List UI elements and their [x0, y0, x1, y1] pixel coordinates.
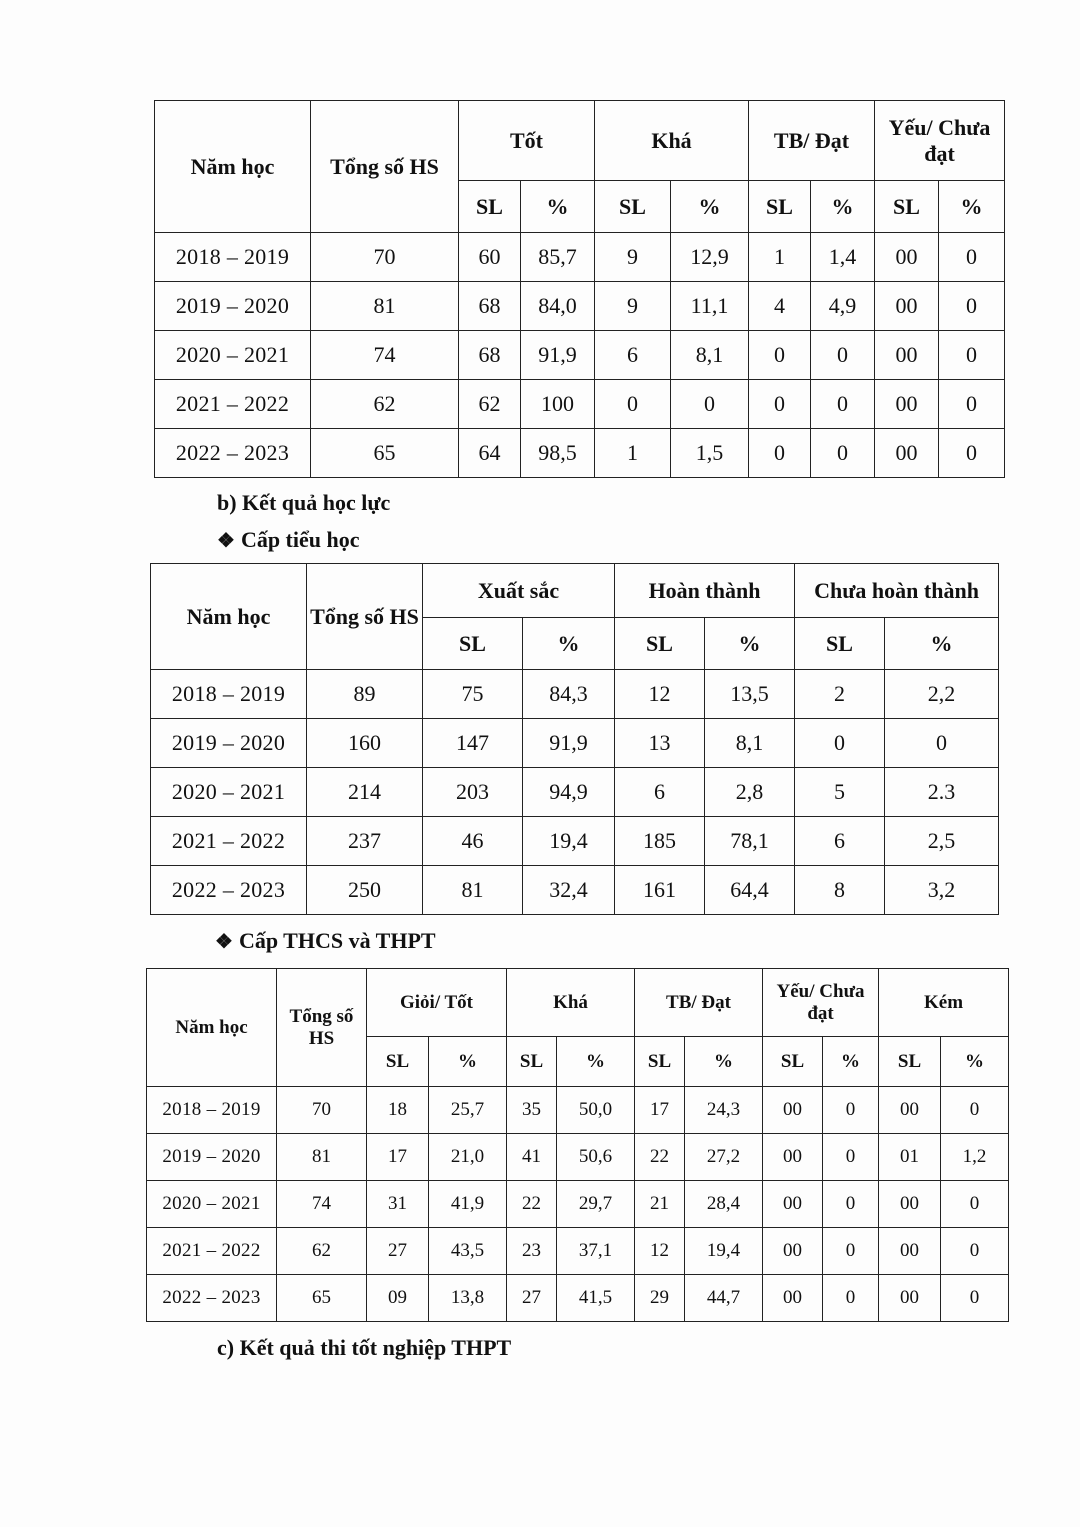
table-cell: 31 — [367, 1181, 429, 1228]
table-cell: 00 — [879, 1181, 941, 1228]
header-group: Khá — [507, 969, 635, 1037]
table-cell: 00 — [879, 1275, 941, 1322]
table-cell: 00 — [875, 380, 939, 429]
cell-year: 2021 – 2022 — [151, 817, 307, 866]
header-total: Tổng số HS — [311, 101, 459, 233]
table-cell: 4,9 — [811, 282, 875, 331]
header-sl: SL — [795, 618, 885, 670]
header-group: Yếu/ Chưa đạt — [763, 969, 879, 1037]
table-cell: 00 — [763, 1181, 823, 1228]
table-cell: 44,7 — [685, 1275, 763, 1322]
header-group: TB/ Đạt — [635, 969, 763, 1037]
table-cell: 00 — [875, 233, 939, 282]
table-cell: 00 — [879, 1087, 941, 1134]
cell-year: 2018 – 2019 — [151, 670, 307, 719]
table-cell: 41,9 — [429, 1181, 507, 1228]
table-cell: 91,9 — [521, 331, 595, 380]
table-cell: 68 — [459, 282, 521, 331]
table-cell: 0 — [885, 719, 999, 768]
table-cell: 27 — [367, 1228, 429, 1275]
table-cell: 0 — [749, 331, 811, 380]
table-cell: 21 — [635, 1181, 685, 1228]
header-year: Năm học — [147, 969, 277, 1087]
table-cell: 1 — [595, 429, 671, 478]
table-cell: 00 — [763, 1228, 823, 1275]
table-cell: 214 — [307, 768, 423, 817]
table-cell: 64 — [459, 429, 521, 478]
table-cell: 2,2 — [885, 670, 999, 719]
header-group: Xuất sắc — [423, 564, 615, 618]
table-row — [155, 233, 1005, 282]
table-cell: 6 — [795, 817, 885, 866]
table-cell: 94,9 — [523, 768, 615, 817]
table-cell: 237 — [307, 817, 423, 866]
table-row — [151, 866, 999, 915]
table-cell: 0 — [749, 429, 811, 478]
table-cell: 8,1 — [671, 331, 749, 380]
table-cell: 85,7 — [521, 233, 595, 282]
table-cell: 0 — [671, 380, 749, 429]
table-cell: 22 — [507, 1181, 557, 1228]
table-cell: 00 — [763, 1087, 823, 1134]
header-sl: SL — [615, 618, 705, 670]
table-cell: 78,1 — [705, 817, 795, 866]
table-cell: 43,5 — [429, 1228, 507, 1275]
table-cell: 0 — [939, 233, 1005, 282]
table-cell: 0 — [939, 282, 1005, 331]
header-group: Giỏi/ Tốt — [367, 969, 507, 1037]
table-cell: 0 — [811, 331, 875, 380]
header-sl: SL — [423, 618, 523, 670]
table-cell: 74 — [277, 1181, 367, 1228]
table-cell: 25,7 — [429, 1087, 507, 1134]
table-cell: 84,3 — [523, 670, 615, 719]
header-pct: % — [941, 1037, 1009, 1087]
header-pct: % — [939, 181, 1005, 233]
cell-year: 2022 – 2023 — [155, 429, 311, 478]
table-row — [151, 768, 999, 817]
table-cell: 50,0 — [557, 1087, 635, 1134]
bullet-icon: ❖ — [215, 931, 233, 953]
table-cell: 62 — [459, 380, 521, 429]
table-row — [147, 1134, 1009, 1181]
heading-secondary-text: Cấp THCS và THPT — [238, 928, 436, 953]
table-cell: 6 — [595, 331, 671, 380]
header-pct: % — [557, 1037, 635, 1087]
table-row — [147, 1087, 1009, 1134]
table-cell: 1,5 — [671, 429, 749, 478]
table-cell: 00 — [875, 282, 939, 331]
table-cell: 21,0 — [429, 1134, 507, 1181]
table-cell: 185 — [615, 817, 705, 866]
cell-year: 2018 – 2019 — [147, 1087, 277, 1134]
header-group: Chưa hoàn thành — [795, 564, 999, 618]
table-cell: 24,3 — [685, 1087, 763, 1134]
header-sl: SL — [875, 181, 939, 233]
table-row — [155, 331, 1005, 380]
table-cell: 41,5 — [557, 1275, 635, 1322]
table-cell: 28,4 — [685, 1181, 763, 1228]
heading-academic-results: b) Kết quả học lực — [217, 490, 391, 515]
heading-secondary-level — [215, 928, 436, 954]
table-cell: 12 — [635, 1228, 685, 1275]
table-cell: 0 — [823, 1134, 879, 1181]
table-cell: 9 — [595, 282, 671, 331]
table-cell: 62 — [277, 1228, 367, 1275]
table-cell: 68 — [459, 331, 521, 380]
table-row — [155, 380, 1005, 429]
header-pct: % — [429, 1037, 507, 1087]
table-cell: 1,4 — [811, 233, 875, 282]
table-cell: 2.3 — [885, 768, 999, 817]
header-group: Yếu/ Chưa đạt — [875, 101, 1005, 181]
header-total: Tổng số HS — [307, 564, 423, 670]
header-pct: % — [705, 618, 795, 670]
table-cell: 46 — [423, 817, 523, 866]
table-cell: 0 — [795, 719, 885, 768]
table-cell: 2,8 — [705, 768, 795, 817]
table-cell: 81 — [277, 1134, 367, 1181]
table-cell: 13,5 — [705, 670, 795, 719]
table-row — [155, 429, 1005, 478]
table-cell: 35 — [507, 1087, 557, 1134]
header-sl: SL — [635, 1037, 685, 1087]
table-cell: 09 — [367, 1275, 429, 1322]
table-cell: 01 — [879, 1134, 941, 1181]
table-cell: 62 — [311, 380, 459, 429]
table-cell: 65 — [277, 1275, 367, 1322]
table-cell: 0 — [941, 1275, 1009, 1322]
table-cell: 0 — [823, 1228, 879, 1275]
table-cell: 17 — [635, 1087, 685, 1134]
cell-year: 2020 – 2021 — [155, 331, 311, 380]
header-year: Năm học — [151, 564, 307, 670]
header-group: TB/ Đạt — [749, 101, 875, 181]
table-cell: 250 — [307, 866, 423, 915]
table-cell: 100 — [521, 380, 595, 429]
table-cell: 5 — [795, 768, 885, 817]
table-cell: 2 — [795, 670, 885, 719]
table-cell: 203 — [423, 768, 523, 817]
table-cell: 84,0 — [521, 282, 595, 331]
cell-year: 2019 – 2020 — [147, 1134, 277, 1181]
table-cell: 0 — [941, 1087, 1009, 1134]
table-cell: 32,4 — [523, 866, 615, 915]
cell-year: 2021 – 2022 — [147, 1228, 277, 1275]
table-cell: 70 — [277, 1087, 367, 1134]
table-cell: 00 — [875, 331, 939, 380]
header-sl: SL — [879, 1037, 941, 1087]
header-sl: SL — [367, 1037, 429, 1087]
table-cell: 23 — [507, 1228, 557, 1275]
header-pct: % — [811, 181, 875, 233]
cell-year: 2022 – 2023 — [151, 866, 307, 915]
cell-year: 2022 – 2023 — [147, 1275, 277, 1322]
header-group: Tốt — [459, 101, 595, 181]
table-cell: 70 — [311, 233, 459, 282]
table-cell: 27,2 — [685, 1134, 763, 1181]
table-cell: 00 — [875, 429, 939, 478]
header-pct: % — [685, 1037, 763, 1087]
table-cell: 27 — [507, 1275, 557, 1322]
table-cell: 0 — [823, 1087, 879, 1134]
header-sl: SL — [763, 1037, 823, 1087]
table-cell: 1,2 — [941, 1134, 1009, 1181]
table-cell: 13,8 — [429, 1275, 507, 1322]
header-group: Hoàn thành — [615, 564, 795, 618]
table-cell: 9 — [595, 233, 671, 282]
table-cell: 0 — [823, 1275, 879, 1322]
table-cell: 37,1 — [557, 1228, 635, 1275]
table-cell: 0 — [941, 1181, 1009, 1228]
table-cell: 60 — [459, 233, 521, 282]
table-row — [151, 719, 999, 768]
table-cell: 0 — [939, 380, 1005, 429]
table-cell: 12,9 — [671, 233, 749, 282]
primary-results-table — [150, 563, 999, 915]
table-cell: 0 — [749, 380, 811, 429]
table-cell: 0 — [939, 429, 1005, 478]
header-total: Tổng số HS — [277, 969, 367, 1087]
table-cell: 13 — [615, 719, 705, 768]
table-row — [147, 1181, 1009, 1228]
header-sl: SL — [507, 1037, 557, 1087]
table-cell: 1 — [749, 233, 811, 282]
heading-primary-text: Cấp tiểu học — [240, 527, 360, 552]
table-cell: 12 — [615, 670, 705, 719]
header-pct: % — [523, 618, 615, 670]
table-cell: 89 — [307, 670, 423, 719]
table-cell: 29,7 — [557, 1181, 635, 1228]
table-cell: 0 — [595, 380, 671, 429]
table-cell: 19,4 — [523, 817, 615, 866]
table-cell: 81 — [423, 866, 523, 915]
header-year: Năm học — [155, 101, 311, 233]
header-pct: % — [823, 1037, 879, 1087]
table-cell: 19,4 — [685, 1228, 763, 1275]
header-pct: % — [521, 181, 595, 233]
table-row — [151, 817, 999, 866]
header-group: Kém — [879, 969, 1009, 1037]
table-cell: 17 — [367, 1134, 429, 1181]
cell-year: 2020 – 2021 — [151, 768, 307, 817]
header-sl: SL — [749, 181, 811, 233]
table-cell: 0 — [941, 1228, 1009, 1275]
table-cell: 0 — [811, 380, 875, 429]
cell-year: 2019 – 2020 — [151, 719, 307, 768]
table-cell: 81 — [311, 282, 459, 331]
table-cell: 147 — [423, 719, 523, 768]
table-cell: 0 — [823, 1181, 879, 1228]
table-cell: 75 — [423, 670, 523, 719]
table-cell: 18 — [367, 1087, 429, 1134]
heading-primary-level — [217, 527, 360, 553]
table-cell: 50,6 — [557, 1134, 635, 1181]
header-sl: SL — [595, 181, 671, 233]
table-row — [147, 1275, 1009, 1322]
table-cell: 41 — [507, 1134, 557, 1181]
table-row — [151, 670, 999, 719]
table-cell: 98,5 — [521, 429, 595, 478]
secondary-results-table — [146, 968, 1009, 1322]
table-cell: 8 — [795, 866, 885, 915]
table-cell: 00 — [879, 1228, 941, 1275]
table-cell: 3,2 — [885, 866, 999, 915]
table-cell: 22 — [635, 1134, 685, 1181]
header-sl: SL — [459, 181, 521, 233]
header-pct: % — [671, 181, 749, 233]
table-cell: 00 — [763, 1275, 823, 1322]
bullet-icon: ❖ — [217, 530, 235, 552]
table-cell: 65 — [311, 429, 459, 478]
table-cell: 0 — [939, 331, 1005, 380]
table-cell: 2,5 — [885, 817, 999, 866]
table-cell: 0 — [811, 429, 875, 478]
table-cell: 160 — [307, 719, 423, 768]
table-cell: 74 — [311, 331, 459, 380]
header-group: Khá — [595, 101, 749, 181]
table-cell: 11,1 — [671, 282, 749, 331]
cell-year: 2020 – 2021 — [147, 1181, 277, 1228]
table-cell: 8,1 — [705, 719, 795, 768]
table-cell: 161 — [615, 866, 705, 915]
table-cell: 4 — [749, 282, 811, 331]
table-row — [155, 282, 1005, 331]
table-cell: 64,4 — [705, 866, 795, 915]
cell-year: 2019 – 2020 — [155, 282, 311, 331]
conduct-results-table — [154, 100, 1005, 478]
table-cell: 91,9 — [523, 719, 615, 768]
cell-year: 2018 – 2019 — [155, 233, 311, 282]
table-cell: 29 — [635, 1275, 685, 1322]
header-pct: % — [885, 618, 999, 670]
table-cell: 00 — [763, 1134, 823, 1181]
table-row — [147, 1228, 1009, 1275]
cell-year: 2021 – 2022 — [155, 380, 311, 429]
heading-graduation-results: c) Kết quả thi tốt nghiệp THPT — [217, 1335, 512, 1360]
table-cell: 6 — [615, 768, 705, 817]
